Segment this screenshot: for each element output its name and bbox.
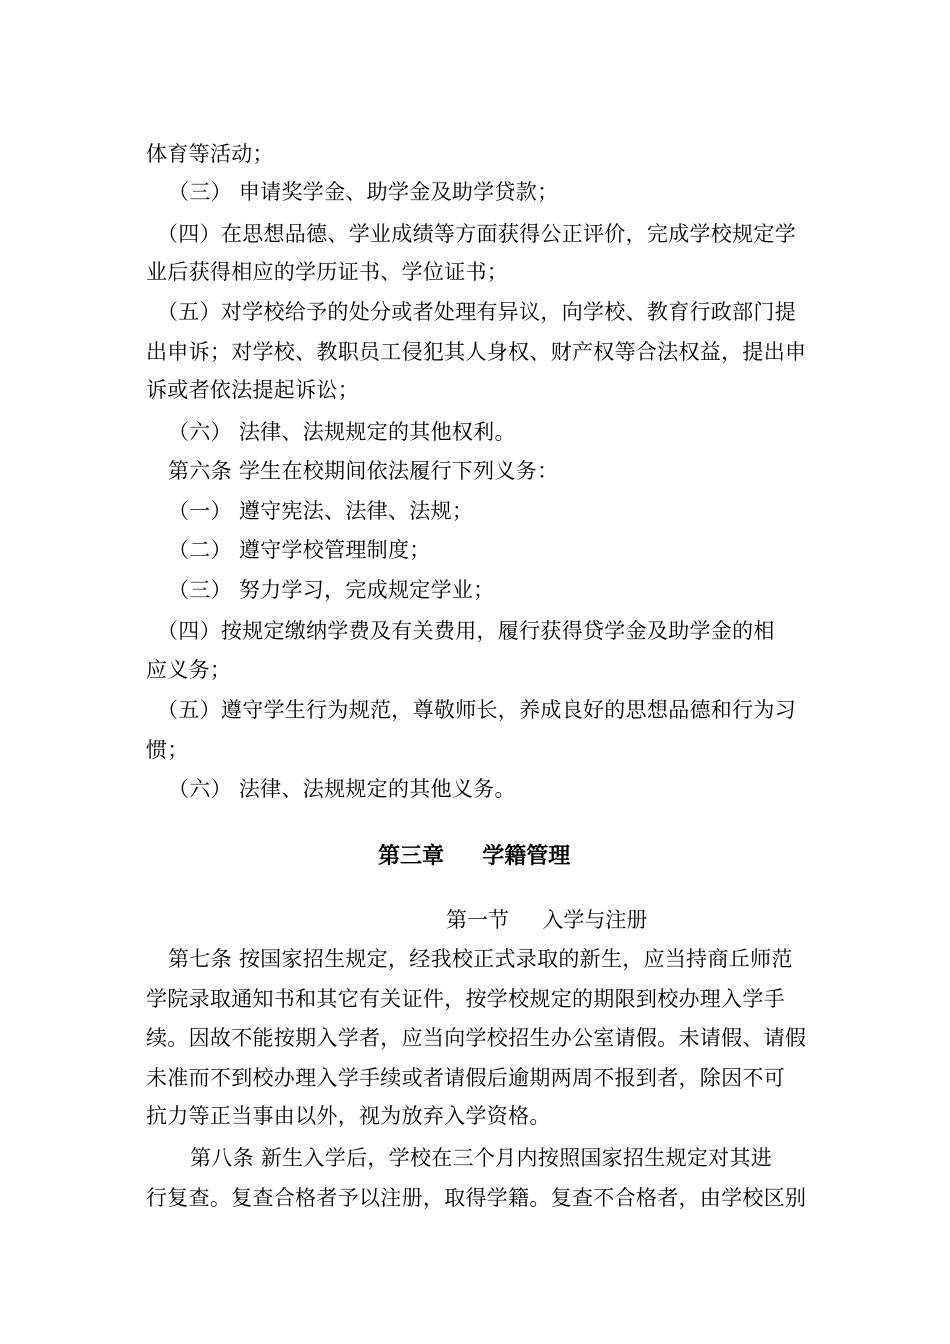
paragraph-line: 出申诉；对学校、教职员工侵犯其人身权、财产权等合法权益，提出申 [146,340,807,364]
paragraph-line: （四）在思想品德、学业成绩等方面获得公正评价，完成学校规定学 [157,222,796,246]
paragraph-line: （五）遵守学生行为规范，尊敬师长，养成良好的思想品德和行为习 [157,698,796,722]
paragraph-line: （三） 努力学习，完成规定学业； [168,578,495,602]
section-title: 第一节 入学与注册 [446,908,648,932]
paragraph-line: （五）对学校给予的处分或者处理有异议，向学校、教育行政部门提 [157,300,796,324]
paragraph-line: 抗力等正当事由以外，视为放弃入学资格。 [146,1104,551,1128]
paragraph-line: 行复查。复查合格者予以注册，取得学籍。复查不合格者，由学校区别 [146,1186,807,1210]
article-heading-line: 第六条 学生在校期间依法履行下列义务： [168,459,559,483]
paragraph-line: 业后获得相应的学历证书、学位证书； [146,260,509,284]
paragraph-line: （二） 遵守学校管理制度； [168,538,431,562]
paragraph-line: 惯； [146,738,189,762]
paragraph-line: （三） 申请奖学金、助学金及助学贷款； [168,180,559,204]
paragraph-line: （一） 遵守宪法、法律、法规； [168,499,474,523]
paragraph-line: （六） 法律、法规规定的其他义务。 [168,777,516,801]
article-heading-line: 第八条 新生入学后，学校在三个月内按照国家招生规定对其进 [190,1146,773,1170]
paragraph-line: 学院录取通知书和其它有关证件，按学校规定的期限到校办理入学手 [146,987,785,1011]
paragraph-line: 体育等活动； [146,142,274,166]
paragraph-line: （六） 法律、法规规定的其他权利。 [168,420,516,444]
paragraph-line: 未准而不到校办理入学手续或者请假后逾期两周不报到者，除因不可 [146,1066,785,1090]
article-heading-line: 第七条 按国家招生规定，经我校正式录取的新生，应当持商丘师范 [168,947,793,971]
paragraph-line: （四）按规定缴纳学费及有关费用，履行获得贷学金及助学金的相 [157,619,775,643]
paragraph-line: 续。因故不能按期入学者，应当向学校招生办公室请假。未请假、请假 [146,1026,807,1050]
paragraph-line: 应义务； [146,658,232,682]
chapter-title: 第三章 学籍管理 [378,844,571,869]
paragraph-line: 诉或者依法提起诉讼； [146,378,359,402]
